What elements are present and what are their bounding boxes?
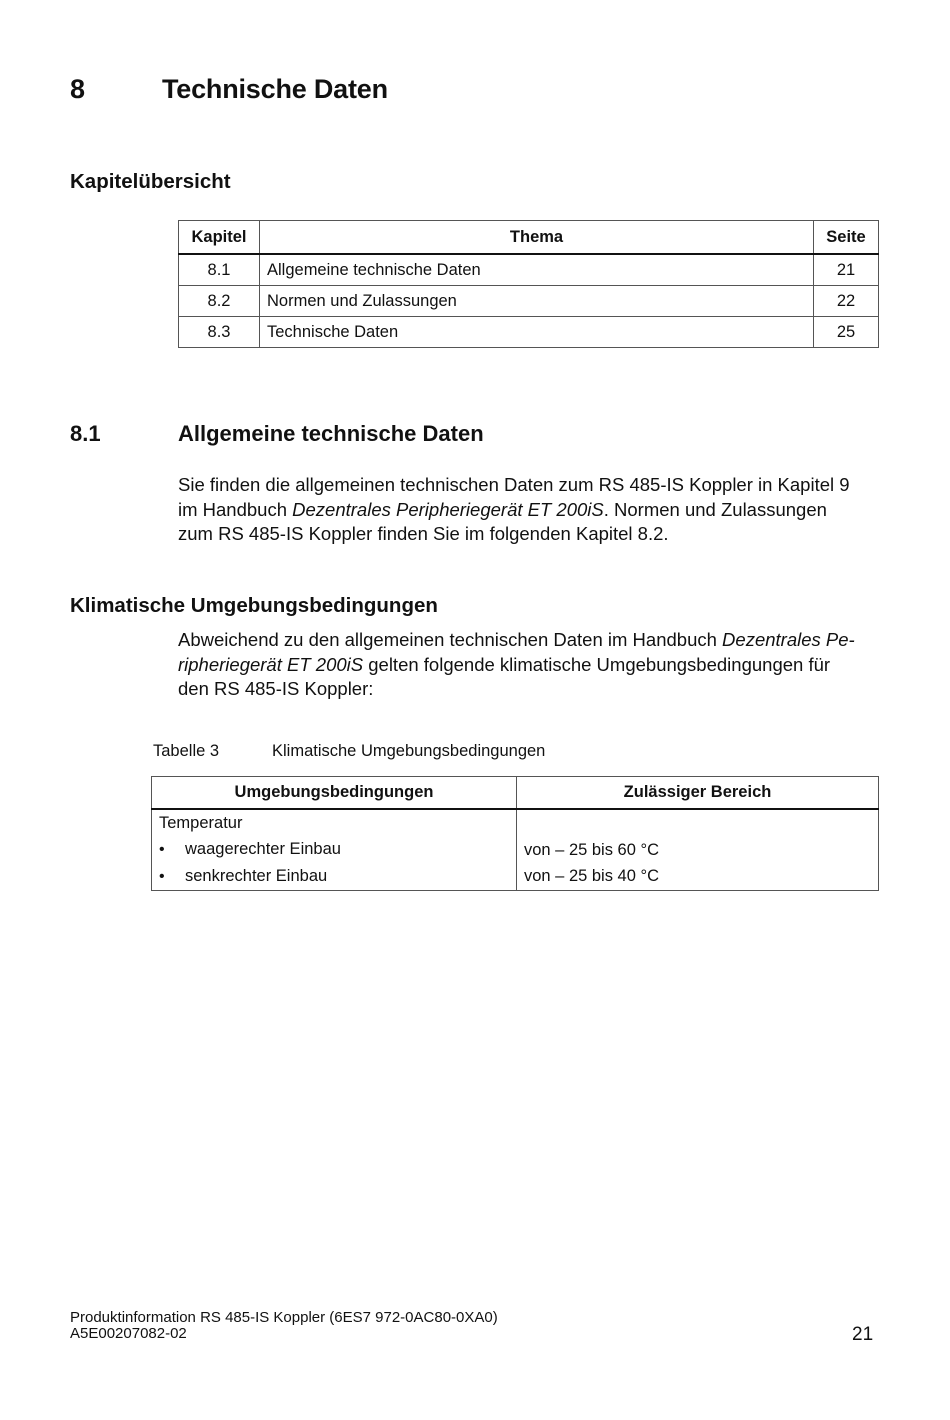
- cell-conditions: [152, 809, 517, 891]
- group-label: Temperatur: [159, 814, 243, 832]
- paragraph-line: Sie finden die allgemeinen technischen Daten zum RS 485-IS Koppler in Kapitel 9: [178, 474, 850, 495]
- table-header-row: [152, 777, 879, 810]
- column-header-seite: Seite: [814, 221, 879, 255]
- bullet-icon: •: [159, 868, 165, 885]
- chapter-title: Technische Daten: [162, 74, 388, 104]
- column-header-range: Zulässiger Bereich: [517, 777, 879, 810]
- cell-kapitel: 8.2: [179, 286, 260, 317]
- manual-title-italic: Dezentrales Pe-: [722, 629, 855, 650]
- paragraph-text: Abweichend zu den allgemeinen technischen Daten im Handbuch: [178, 629, 723, 650]
- cell-kapitel: 8.3: [179, 317, 260, 348]
- chapter-overview-table: [178, 220, 879, 348]
- climate-conditions-table: [151, 776, 879, 891]
- page-footer: [70, 1310, 498, 1342]
- table-row: [152, 809, 879, 891]
- spacer: [524, 811, 871, 837]
- table-header-row: [179, 221, 879, 255]
- page-number: 21: [852, 1324, 874, 1345]
- paragraph-line: [178, 498, 880, 523]
- footer-document-id: A5E00207082-02: [70, 1325, 187, 1342]
- paragraph-line: zum RS 485-IS Koppler finden Sie im folgenden Kapitel 8.2.: [178, 523, 669, 544]
- range-value: von – 25 bis 60 °C: [524, 841, 660, 859]
- bullet-icon: •: [159, 841, 165, 858]
- column-header-thema: Thema: [260, 221, 814, 255]
- footer-product-info: Produktinformation RS 485-IS Koppler (6ES7 972-0AC80-0XA0): [70, 1309, 498, 1326]
- climate-paragraph: [178, 628, 880, 702]
- section-number: 8.1: [70, 421, 101, 446]
- paragraph-text: gelten folgende klimatische Umgebungsbedingungen für: [363, 653, 831, 675]
- cell-seite: 21: [814, 254, 879, 286]
- paragraph-line: [178, 628, 880, 653]
- list-item: [159, 836, 509, 863]
- section-paragraph: [178, 473, 880, 547]
- cell-kapitel: 8.1: [179, 254, 260, 286]
- cell-seite: 25: [814, 317, 879, 348]
- cell-thema: Allgemeine technische Daten: [260, 254, 814, 286]
- list-item-label: waagerechter Einbau: [185, 840, 341, 858]
- range-value: von – 25 bis 40 °C: [524, 867, 660, 885]
- list-item: [159, 863, 509, 890]
- climate-heading: Klimatische Umgebungsbedingungen: [70, 594, 438, 617]
- paragraph-line: [178, 653, 880, 678]
- overview-heading: Kapitelübersicht: [70, 170, 231, 193]
- cell-seite: 22: [814, 286, 879, 317]
- manual-title-italic: ripheriegerät ET 200iS: [178, 653, 364, 675]
- column-header-kapitel: Kapitel: [179, 221, 260, 255]
- cell-thema: Normen und Zulassungen: [260, 286, 814, 317]
- list-item-label: senkrechter Einbau: [185, 867, 328, 885]
- table-caption-title: Klimatische Umgebungsbedingungen: [272, 742, 546, 760]
- section-title: Allgemeine technische Daten: [178, 421, 484, 446]
- cell-range: [517, 809, 879, 891]
- cell-thema: Technische Daten: [260, 317, 814, 348]
- paragraph-text: . Normen und Zulassungen: [603, 498, 827, 520]
- chapter-number: 8: [70, 74, 85, 104]
- table-caption-label: Tabelle 3: [153, 742, 220, 760]
- table-row: [179, 286, 879, 317]
- table-row: [179, 254, 879, 286]
- paragraph-line: den RS 485-IS Koppler:: [178, 678, 374, 699]
- table-row: [179, 317, 879, 348]
- column-header-conditions: Umgebungsbedingungen: [152, 777, 517, 810]
- manual-title-italic: Dezentrales Peripheriegerät ET 200iS: [292, 498, 604, 520]
- paragraph-text: im Handbuch: [178, 498, 293, 520]
